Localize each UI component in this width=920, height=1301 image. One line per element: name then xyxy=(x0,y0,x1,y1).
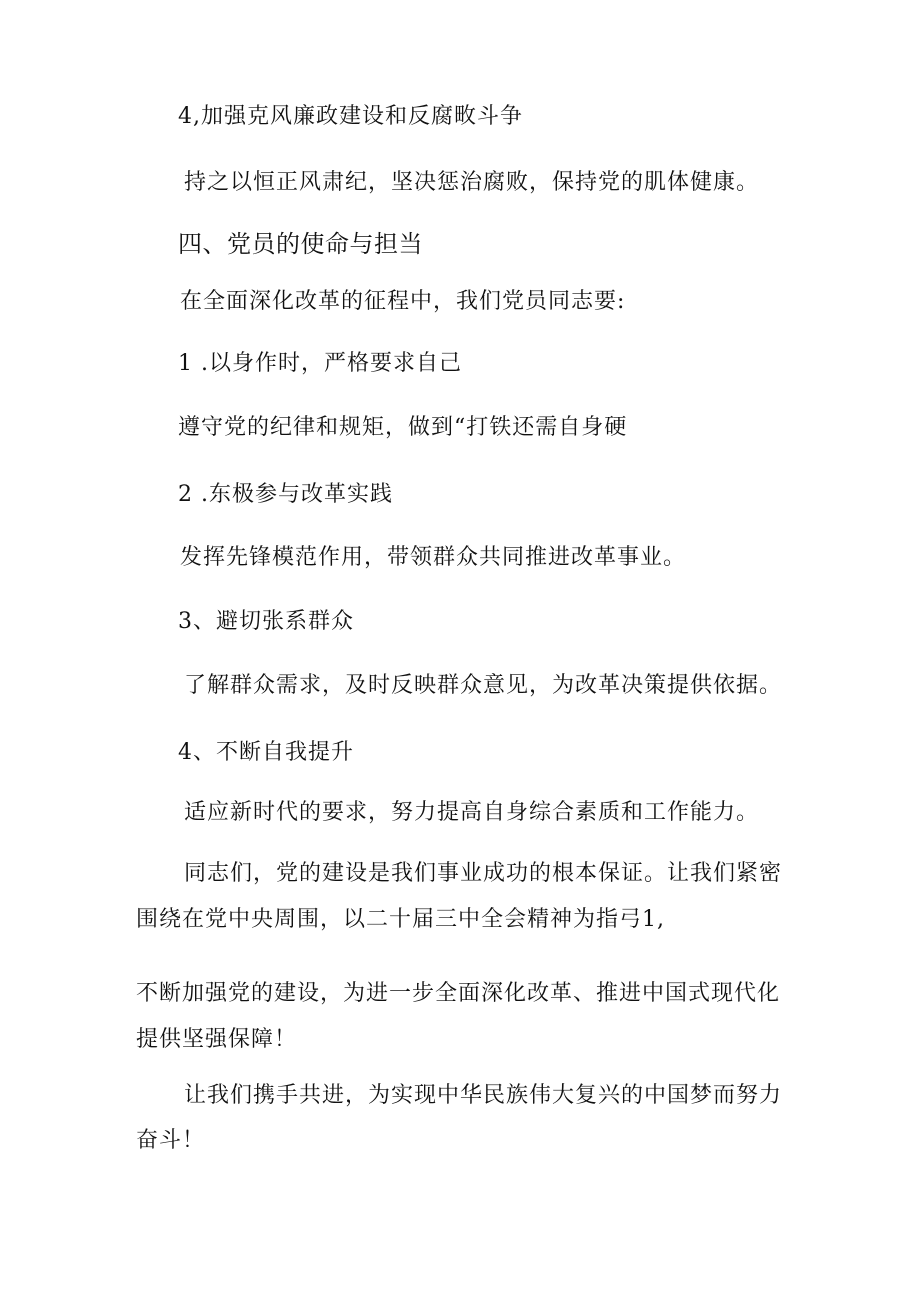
list-item-title-2: 2 .东极参与改革实践 xyxy=(178,482,393,507)
final-paragraph-line: 奋斗！ xyxy=(136,1128,206,1153)
paragraph: 适应新时代的要求，努力提高自身综合素质和工作能力。 xyxy=(184,800,760,825)
paragraph: 持之以恒正风肃纪，坚决惩治腐败，保持党的肌体健康。 xyxy=(184,170,760,195)
subsection-title-4: 4,加强克风廉政建设和反腐畋斗争 xyxy=(178,104,523,129)
paragraph: 遵守党的纪律和规矩，做到“打铁还需自身硬 xyxy=(178,415,628,440)
paragraph: 了解群众需求，及时反映群众意见，为改革决策提供依据。 xyxy=(184,673,783,698)
final-paragraph-line: 让我们携手共进，为实现中华民族伟大复兴的中国梦而努力 xyxy=(184,1083,783,1108)
closing-paragraph-line: 提供坚强保障！ xyxy=(136,1027,298,1052)
paragraph: 在全面深化改革的征程中，我们党员同志要: xyxy=(180,289,626,314)
closing-paragraph-line: 围绕在党中央周围，以二十届三中全会精神为指弓1, xyxy=(136,907,665,932)
list-item-title-4: 4、不断自我提升 xyxy=(178,740,354,765)
list-item-title-3: 3、避切张系群众 xyxy=(178,609,354,634)
section-heading: 四、党员的使命与担当 xyxy=(178,230,423,258)
closing-paragraph-line: 同志们，党的建设是我们事业成功的根本保证。让我们紧密 xyxy=(184,861,783,886)
list-item-title-1: 1 .以身作时，严格要求自己 xyxy=(178,351,462,376)
closing-paragraph-line: 不断加强党的建设，为进一步全面深化改革、推进中国式现代化 xyxy=(136,981,781,1006)
paragraph: 发挥先锋模范作用，带领群众共同推进改革事业。 xyxy=(180,545,687,570)
